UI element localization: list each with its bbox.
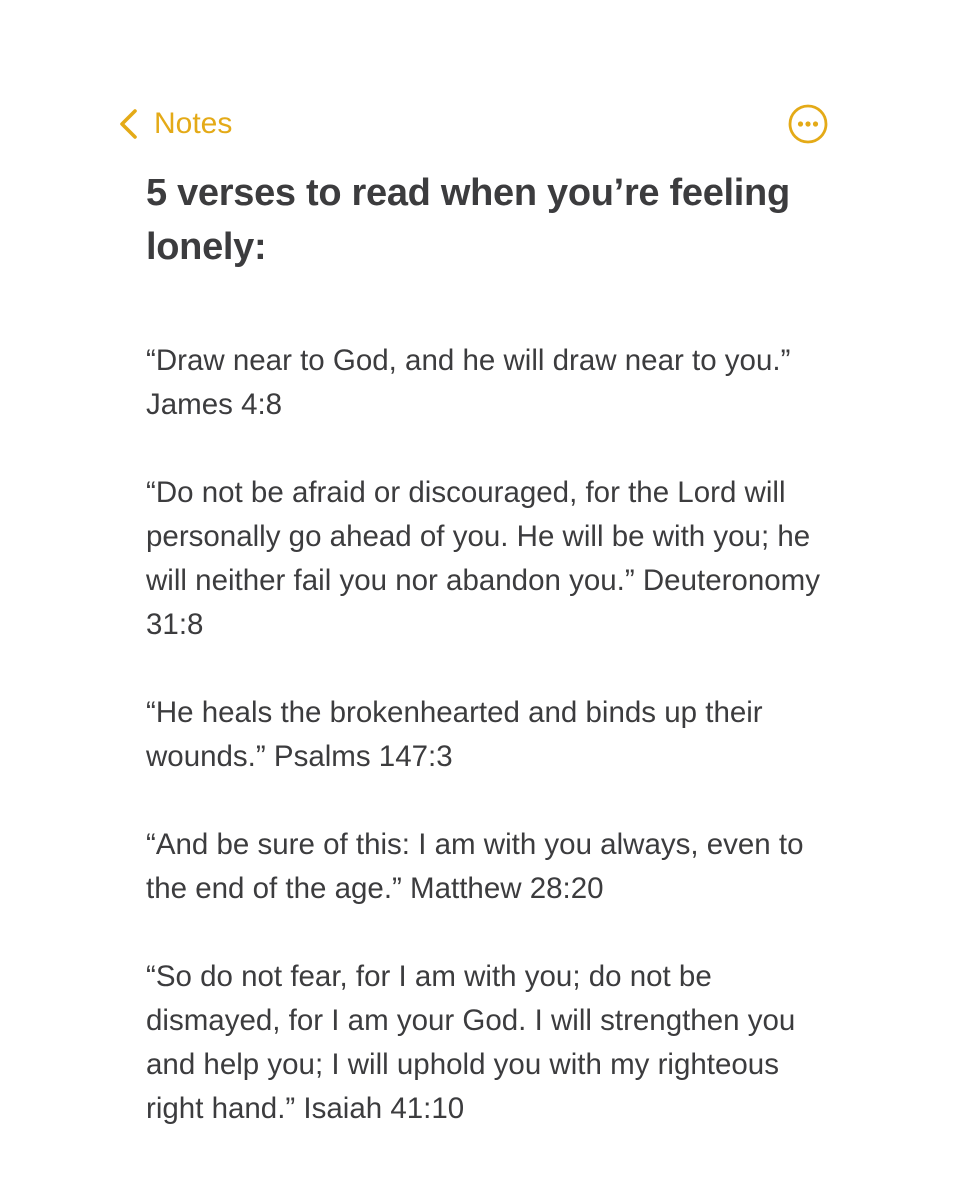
- more-options-button[interactable]: [786, 102, 830, 146]
- verse-paragraph: “So do not fear, for I am with you; do not be dismayed, for I am your God. I will strengthen you and help you; I will uphold you with my righteous right hand.” Isaiah 41:10: [146, 960, 796, 1125]
- verse-paragraph: “Draw near to God, and he will draw near to you.” James 4:8: [146, 344, 791, 421]
- verse-paragraph: “He heals the brokenhearted and binds up their wounds.” Psalms 147:3: [146, 696, 763, 773]
- note-title: 5 verses to read when you’re feeling lonely:: [146, 172, 790, 268]
- verse-paragraph: “And be sure of this: I am with you always, even to the end of the age.” Matthew 28:20: [146, 828, 804, 905]
- back-button-label: Notes: [154, 107, 233, 140]
- back-button[interactable]: [116, 102, 232, 146]
- verse-paragraph: “Do not be afraid or discouraged, for the Lord will personally go ahead of you. He will be with you; he will neither fail you nor abandon you.” Deuteronomy 31:8: [146, 476, 820, 641]
- ellipsis-circle-icon: [786, 102, 830, 146]
- chevron-left-icon: [116, 107, 140, 141]
- note-body[interactable]: [146, 166, 826, 1131]
- navigation-bar: [0, 96, 960, 152]
